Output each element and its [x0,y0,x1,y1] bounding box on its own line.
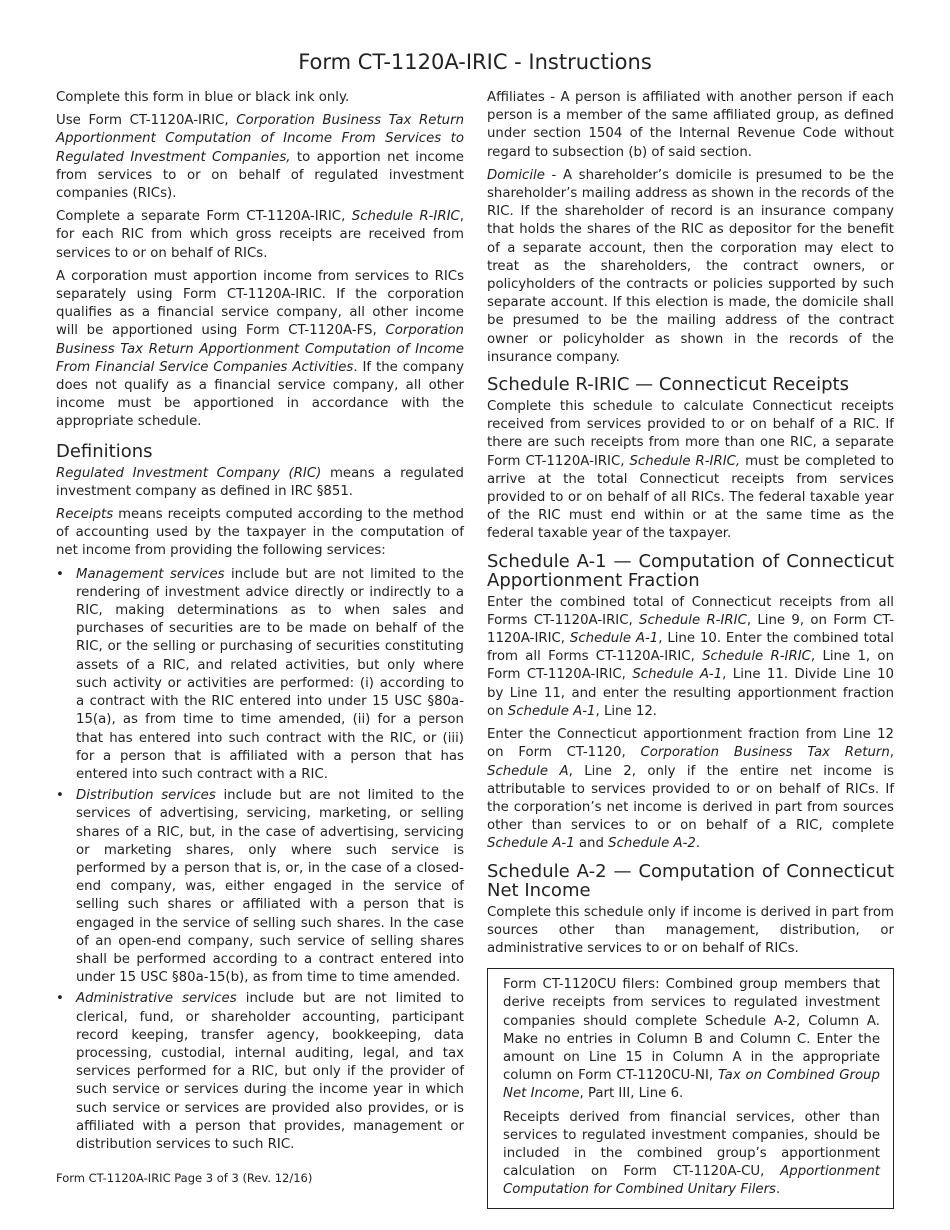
list-item: • Distribution services include but are not limited to the services of advertising, servicing, marketing, or selling shares of a RIC, but, in the case of advertising, servicing or marketing shares, only where such service is performed by a person that is, or, in the case of a closed-end company, was, either engaged in the service of selling such shares or affiliated with a person that is engaged in the service of selling such shares. In the case of an open-end company, such service of selling shares shall be performed according to a contract entered into under 15 USC §80a-15(b), as from time to time amended. [56,787,464,987]
receipts-definition: Receipts means receipts computed according to the method of accounting used by the taxpayer in the computation of net income from providing the following services: [56,507,464,559]
schedule-a2-text: Complete this schedule only if income is derived in part from sources other than management, distribution, or administrative services to or on behalf of RICs. [487,904,894,956]
definitions-heading: Definitions [56,440,153,462]
schedule-a1-fraction-text: Enter the Connecticut apportionment fraction from Line 12 on Form CT-1120, Corporation Business Tax Return, Schedule A, Line 2, only if the entire net income is attributable to services provided to or on behalf of RICs. If the corporation’s net income is derived in part from sources other than services to or on behalf of a RIC, complete Schedule A-1 and Schedule A-2. [487,727,894,852]
combined-filers-note-box [487,968,894,1208]
schedule-r-iric-heading: Schedule R-IRIC — Connecticut Receipts [487,374,849,396]
list-item: • Administrative services include but are not limited to clerical, fund, or shareholder accounting, participant record keeping, transfer agency, bookkeeping, data processing, custodial, internal auditing, legal, and tax services performed for a RIC, but only if the provider of such service or services during the income year in which such service or services are provided also provides, or is affiliated with a person that provides, management or distribution services to such RIC. [56,990,464,1154]
financial-services-note: Receipts derived from financial services, other than services to regulated investment companies, should be included in the combined group’s apportionment calculation on Form CT-1120A-CU, Apportionment Computation for Combined Unitary Filers. [503,1109,880,1198]
schedule-a1-text: Enter the combined total of Connecticut receipts from all Forms CT-1120A-IRIC, Schedule R-IRIC, Line 9, on Form CT-1120A-IRIC, Schedule A-1, Line 10. Enter the combined total from all Forms CT-1120A-IRIC, Schedule R-IRIC, Line 1, on Form CT-1120A-IRIC, Schedule A-1, Line 11. Divide Line 10 by Line 11, and enter the resulting apportionment fraction on Schedule A-1, Line 12. [487,594,895,719]
apportion-paragraph: A corporation must apportion income from services to RICs separately using Form CT-1120A-IRIC. If the corporation qualifies as a financial service company, all other income will be apportioned using Form CT-1120A-FS, Corporation Business Tax Return Apportionment Computation of Income From Financial Service Companies Activities. If the company does not qualify as a financial service company, all other income must be apportioned in accordance with the appropriate schedule. [56,268,465,430]
ct-1120cu-note: Form CT-1120CU filers: Combined group members that derive receipts from services to regulated investment companies should complete Schedule A-2, Column A. Make no entries in Column B and Column C. Enter the amount on Line 15 in Column A in the appropriate column on Form CT-1120CU-NI, Tax on Combined Group Net Income, Part III, Line 6. [503,977,880,1102]
affiliates-definition: Affiliates - A person is affiliated with another person if each person is a member of the same affiliated group, as defined under section 1504 of the Internal Revenue Code without regard to subsection (b) of said section. [487,90,894,160]
domicile-definition: Domicile - A shareholder’s domicile is presumed to be the shareholder’s mailing address as shown in the records of the RIC. If the shareholder of record is an insurance company that holds the shares of the RIC as depositor for the benefit of a separate account, then the corporation may elect to treat as the shareholders, the contract owners, or policyholders of the contracts or policies supported by such separate account. If this election is made, the domicile shall be presumed to be the mailing address of the contract owner or policyholder as shown in the records of the insurance company. [487,167,894,365]
right-column [487,89,894,1209]
page-title: Form CT-1120A-IRIC - Instructions [298,50,652,74]
page-footer: Form CT-1120A-IRIC Page 3 of 3 (Rev. 12/16) [56,1171,313,1185]
schedule-a2-heading: Schedule A-2 — Computation of Connecticut Net Income [487,860,894,901]
left-column [56,89,464,1157]
services-list [56,566,464,1155]
schedule-a1-heading: Schedule A-1 — Computation of Connecticut Apportionment Fraction [487,550,894,591]
ink-instruction: Complete this form in blue or black ink only. [56,90,350,105]
ric-definition: Regulated Investment Company (RIC) means a regulated investment company as defined in IRC §851. [56,465,464,499]
use-form-paragraph: Use Form CT-1120A-IRIC, Corporation Business Tax Return Apportionment Computation of Income From Services to Regulated Investment Companies, to apportion net income from services to or on behalf of regulated investment companies (RICs). [56,113,464,202]
schedule-r-iric-text: Complete this schedule to calculate Connecticut receipts received from services provided to or on behalf of a RIC. If there are such receipts from more than one RIC, a separate Form CT-1120A-IRIC, Schedule R-IRIC, must be completed to arrive at the total Connecticut receipts from services provided to or on behalf of all RICs. The federal taxable year of the RIC must end within or at the same time as the federal taxable year of the taxpayer. [487,399,895,542]
list-item: • Management services include but are not limited to the rendering of investment advice directly or indirectly to a RIC, making determinations as to when sales and purchases of securities are to be made on behalf of the RIC, or the selling or purchasing of securities constituting assets of a RIC, and related activities, but only where such activity or activities are performed: (i) according to a contract with the RIC entered into under 15 USC §80a-15(a), as from time to time amended, (ii) for a person that has entered into such contract with the RIC, or (iii) for a person that is affiliated with a person that has entered into such contract with a RIC. [56,566,464,784]
separate-form-paragraph: Complete a separate Form CT-1120A-IRIC, Schedule R-IRIC, for each RIC from which gross receipts are received from services to or on behalf of RICs. [56,209,465,261]
